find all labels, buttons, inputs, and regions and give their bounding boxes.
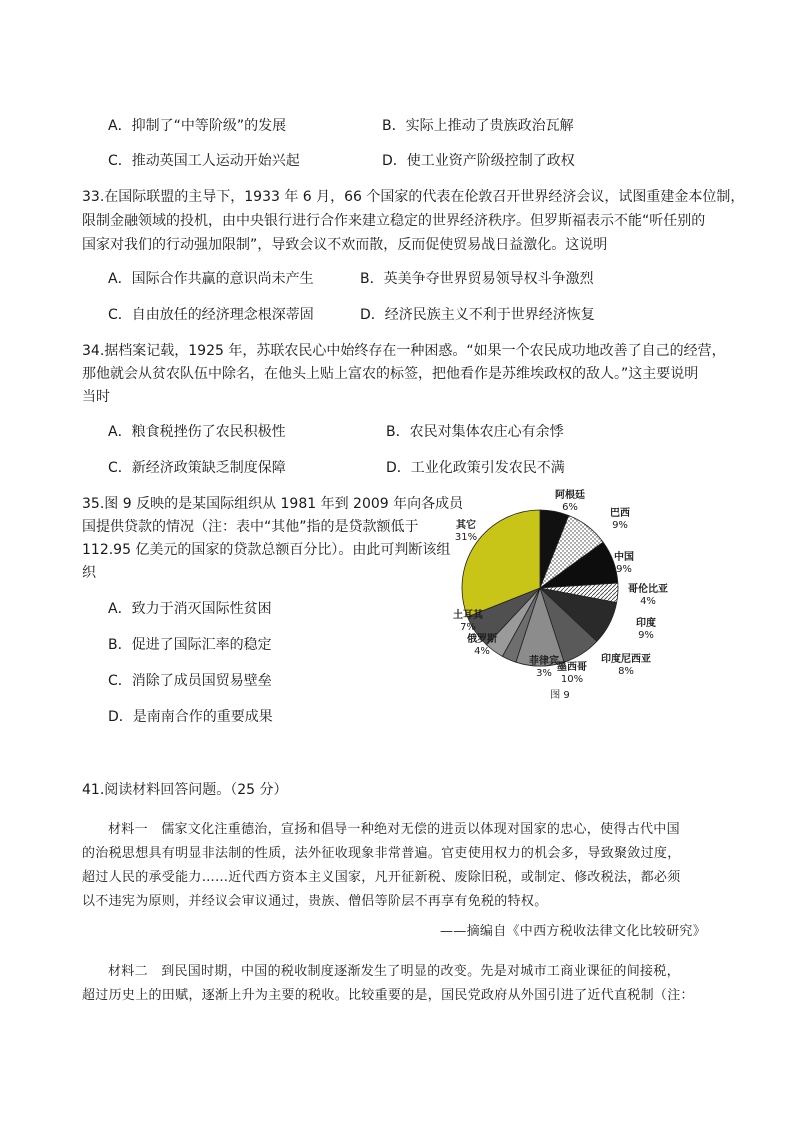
pie-label-11: 其它 [456,520,476,531]
pie-percent-11: 31% [454,532,478,543]
q33-stem-line-3: 国家对我们的行动强加限制”，导致会议不欢而散，反而促使贸易战日益激化。这说明 [82,237,608,253]
q35-option-c: C．消除了成员国贸易壁垒 [108,673,272,689]
q32-option-c: C．推动英国工人运动开始兴起 [108,153,300,169]
pie-label-9: 俄罗斯 [467,634,497,645]
pie-percent-6: 8% [618,666,634,677]
q35-option-b: B．促进了国际汇率的稳定 [108,637,272,653]
q33-stem-line-2: 限制金融领域的投机，由中央银行进行合作来建立稳定的世界经济秩序。但罗斯福表示不能“听任别的 [82,213,706,229]
pie-label-5: 印度 [636,618,656,629]
material1-line-2: 的治税思想具有明显非法制的性质，法外征收现象非常普遍。官吏使用权力的机会多，导致聚敛过度， [82,846,681,861]
q35-option-d: D．是南南合作的重要成果 [108,709,273,725]
q34-stem-line-2: 那他就会从贫农队伍中除名，在他头上贴上富农的标签，把他看作是苏维埃政权的敌人。”这主要说明 [82,366,699,382]
pie-percent-1: 6% [562,502,578,513]
q34-option-b: B．农民对集体农庄心有余悸 [386,424,564,440]
pie-label-10: 土耳其 [453,610,483,621]
pie-label-6: 印度尼西亚 [601,654,651,665]
q33-option-b: B．英美争夺世界贸易领导权斗争激烈 [360,271,594,287]
pie-percent-7: 10% [560,674,584,685]
q33-option-d: D．经济民族主义不利于世界经济恢复 [360,307,595,323]
q35-stem-line-1: 35.图 9 反映的是某国际组织从 1981 年到 2009 年向各成员 [82,496,464,512]
material2-line-1: 材料二 到民国时期，中国的税收制度逐渐发生了明显的改变。先是对城市工商业课征的间接税， [108,964,680,979]
material1-line-3: 超过人民的承受能力……近代西方资本主义国家，凡开征新税、废除旧税，或制定、修改税法，都必须 [82,870,681,885]
q34-option-d: D．工业化政策引发农民不满 [386,460,565,476]
q34-option-c: C．新经济政策缺乏制度保障 [108,460,286,476]
pie-percent-3: 9% [616,564,632,575]
material1-line-4: 以不违宪为原则，并经议会审议通过，贵族、僧侣等阶层不再享有免税的特权。 [82,894,548,909]
pie-percent-4: 4% [640,596,656,607]
q34-stem-line-1: 34.据档案记载，1925 年，苏联农民心中始终存在一种困惑。“如果一个农民成功地改善了自己的经营， [82,343,726,359]
pie-label-8: 菲律宾 [529,656,559,667]
material2-line-2: 超过历史上的田赋，逐渐上升为主要的税收。比较重要的是，国民党政府从外国引进了近代直税制（注： [82,988,694,1003]
material1-source: ——摘编自《中西方税收法律文化比较研究》 [440,924,707,939]
pie-percent-8: 3% [536,668,552,679]
q41-title: 41.阅读材料回答问题。（25 分） [82,782,288,798]
q35-stem-line-2: 国提供贷款的情况（注：表中“其他”指的是贷款额低于 [82,519,419,535]
material1-line-1: 材料一 儒家文化注重德治，宣扬和倡导一种绝对无偿的进贡以体现对国家的忠心，使得古代中国 [108,822,680,837]
figure-caption: 图 9 [550,690,570,701]
q34-option-a: A．粮食税挫伤了农民积极性 [108,424,286,440]
pie-label-7: 墨西哥 [557,662,587,673]
q32-option-d: D．使工业资产阶级控制了政权 [382,153,575,169]
q34-stem-line-3: 当时 [82,389,110,405]
loan-pie-chart [440,488,680,718]
q33-option-c: C．自由放任的经济理念根深蒂固 [108,307,314,323]
pie-label-2: 巴西 [610,508,630,519]
pie-percent-9: 4% [474,646,490,657]
q35-stem-line-4: 织 [82,565,96,581]
q33-stem-line-1: 33.在国际联盟的主导下，1933 年 6 月，66 个国家的代表在伦敦召开世界经济会议，试图重建金本位制， [82,189,745,205]
pie-label-4: 哥伦比亚 [628,584,668,595]
pie-label-3: 中国 [614,552,634,563]
q35-stem-line-3: 112.95 亿美元的国家的贷款总额百分比）。由此可判断该组 [82,542,451,558]
pie-percent-10: 7% [460,622,476,633]
q32-option-a: A．抑制了“中等阶级”的发展 [108,118,287,134]
pie-label-1: 阿根廷 [555,490,585,501]
q33-option-a: A．国际合作共赢的意识尚未产生 [108,271,314,287]
q32-option-b: B．实际上推动了贵族政治瓦解 [382,118,574,134]
pie-percent-2: 9% [612,520,628,531]
pie-percent-5: 9% [638,630,654,641]
q35-option-a: A．致力于消灭国际性贫困 [108,601,272,617]
